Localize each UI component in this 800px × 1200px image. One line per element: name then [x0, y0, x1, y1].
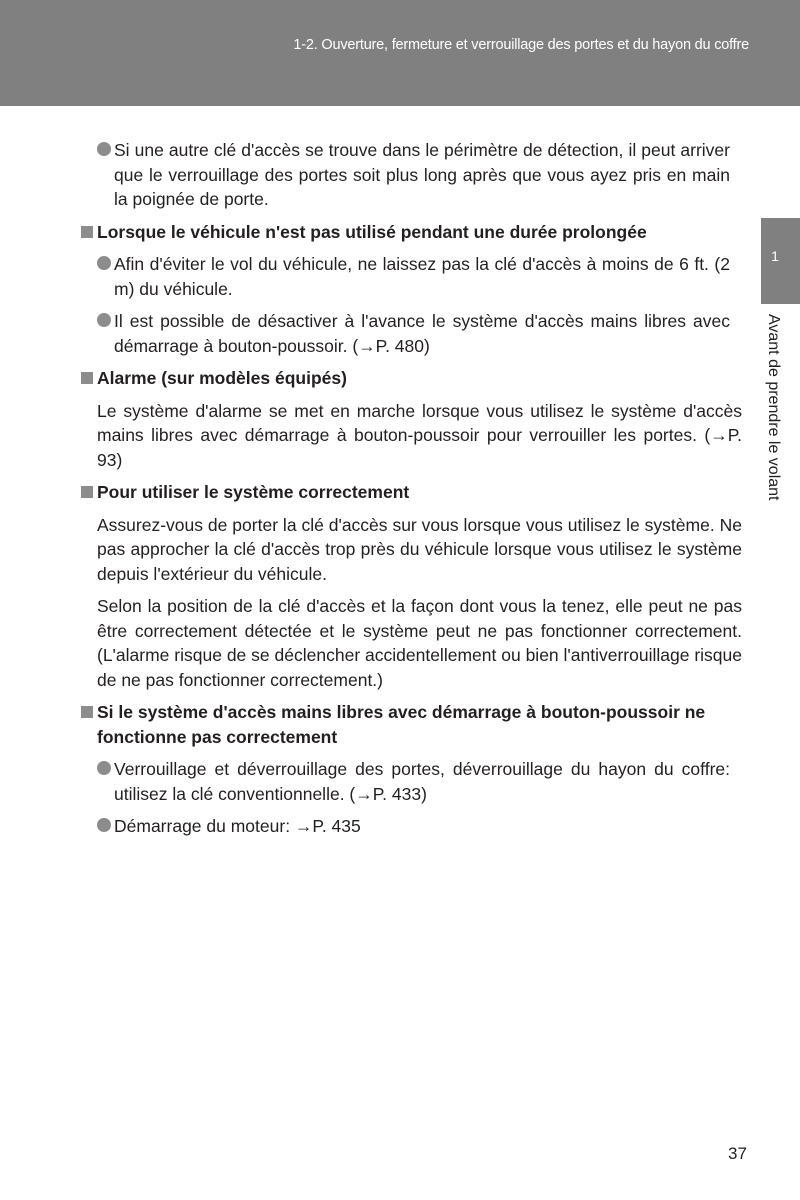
square-bullet-icon — [81, 226, 93, 238]
bullet-item — [80, 252, 730, 301]
bullet-text: Démarrage du moteur: →P. 435 — [114, 816, 361, 836]
chapter-tab-label: Avant de prendre le volant — [765, 314, 782, 501]
bullet-text: Il est possible de désactiver à l'avance le système d'accès mains libres avec démarrage à bouton-poussoir. (→P. 480) — [114, 311, 730, 356]
bullet-dot-icon — [97, 313, 111, 327]
bullet-dot-icon — [97, 256, 111, 270]
bullet-text: Si une autre clé d'accès se trouve dans le périmètre de détection, il peut arriver que le verrouillage des portes soit plus long après que vous ayez pris en main la poignée de porte. — [114, 140, 730, 209]
chapter-tab — [761, 218, 800, 304]
square-bullet-icon — [81, 372, 93, 384]
chapter-tab-number: 1 — [771, 248, 779, 264]
bullet-item — [80, 757, 730, 806]
square-bullet-icon — [81, 706, 93, 718]
bullet-text: Afin d'éviter le vol du véhicule, ne laissez pas la clé d'accès à moins de 6 ft. (2 m) du véhicule. — [114, 254, 730, 299]
bullet-item — [80, 138, 730, 212]
chapter-section-title: 1-2. Ouverture, fermeture et verrouillage des portes et du hayon du coffre — [293, 37, 749, 53]
section-heading-text: Pour utiliser le système correctement — [97, 482, 410, 502]
section-heading-text: Si le système d'accès mains libres avec démarrage à bouton-poussoir ne fonctionne pas correctement — [97, 702, 706, 747]
page-header — [0, 0, 800, 106]
bullet-item — [80, 309, 730, 358]
section-heading — [80, 220, 742, 245]
bullet-text: Verrouillage et déverrouillage des portes, déverrouillage du hayon du coffre: utilisez la clé conventionnelle. (→P. 433) — [114, 759, 730, 804]
square-bullet-icon — [81, 486, 93, 498]
section-heading — [80, 700, 742, 749]
paragraph: Le système d'alarme se met en marche lorsque vous utilisez le système d'accès mains libres avec démarrage à bouton-poussoir pour verrouiller les portes. (→P. 93) — [97, 400, 742, 470]
bullet-dot-icon — [97, 761, 111, 775]
bullet-dot-icon — [97, 818, 111, 832]
section-heading — [80, 366, 742, 391]
section-heading-text: Lorsque le véhicule n'est pas utilisé pendant une durée prolongée — [97, 221, 647, 242]
paragraph: Assurez-vous de porter la clé d'accès sur vous lorsque vous utilisez le système. Ne pas approcher la clé d'accès trop près du véhicule lorsque vous utilisez le système depuis l'extérieur du véhicule. — [97, 514, 742, 584]
section-heading — [80, 480, 742, 505]
page-number: 37 — [728, 1144, 747, 1163]
page-content — [80, 138, 742, 847]
paragraph: Selon la position de la clé d'accès et la façon dont vous la tenez, elle peut ne pas être correctement détectée et le système peut ne pas fonctionner correctement. (L'alarme risque de se déclencher accidentellement ou bien l'antiverrouillage risque de ne pas fonctionner correctement.) — [97, 596, 742, 690]
bullet-dot-icon — [97, 142, 111, 156]
section-heading-text: Alarme (sur modèles équipés) — [97, 368, 347, 388]
bullet-item — [80, 814, 730, 839]
